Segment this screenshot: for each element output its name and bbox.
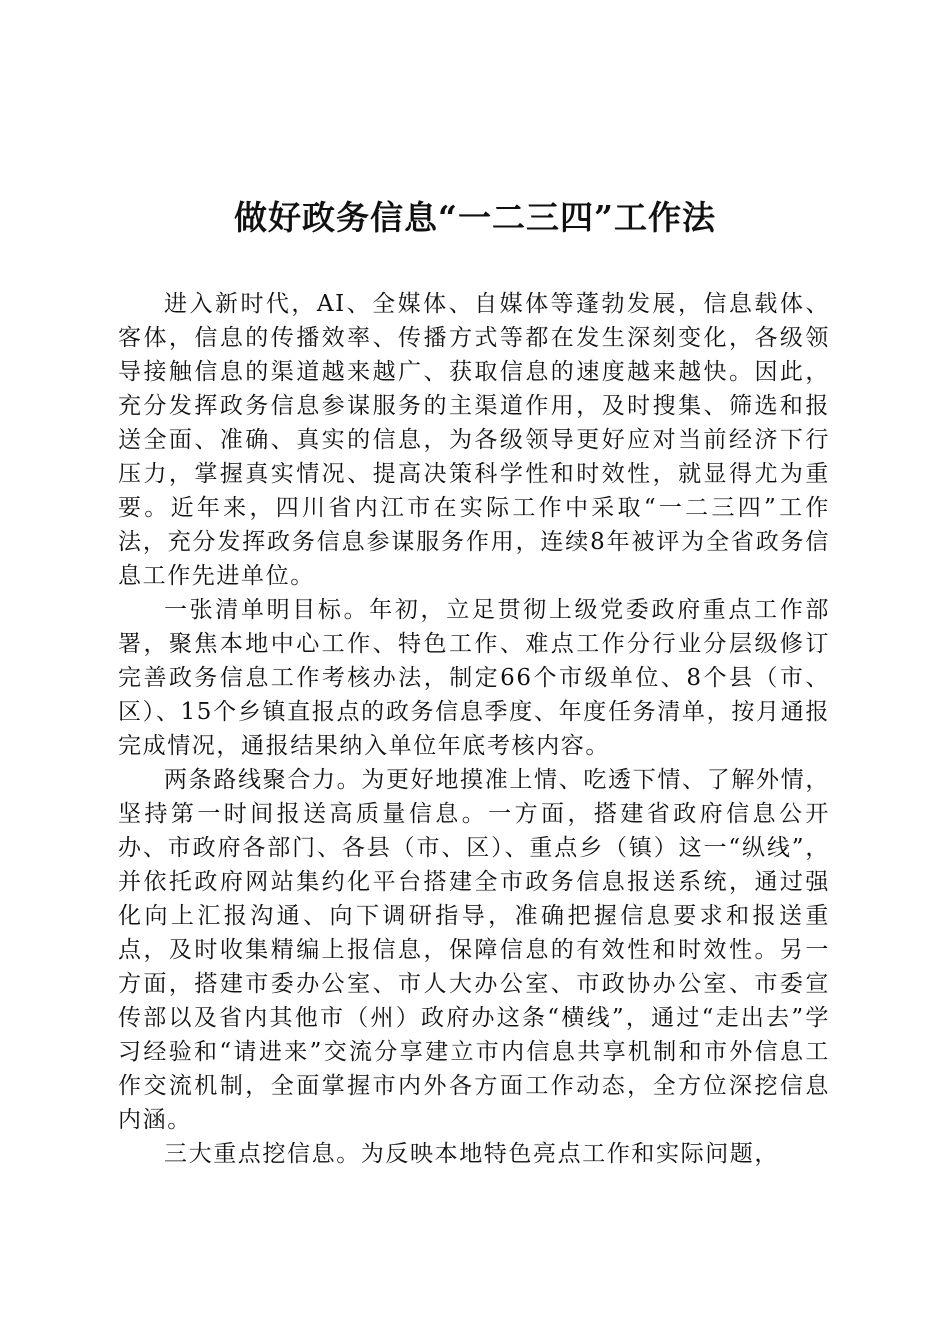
paragraph-intro: 进入新时代，AI、全媒体、自媒体等蓬勃发展，信息载体、客体，信息的传播效率、传播方式等都在发生深刻变化，各级领导接触信息的渠道越来越广、获取信息的速度越来越快。因此，充分发挥政务信息参谋服务的主渠道作用，及时搜集、筛选和报送全面、准确、真实的信息，为各级领导更好应对当前经济下行压力，掌握真实情况、提高决策科学性和时效性，就显得尤为重要。近年来，四川省内江市在实际工作中采取“一二三四”工作法，充分发挥政务信息参谋服务作用，连续8年被评为全省政务信息工作先进单位。 xyxy=(118,291,830,589)
paragraph-one-checklist: 一张清单明目标。年初，立足贯彻上级党委政府重点工作部署，聚焦本地中心工作、特色工作、难点工作分行业分层级修订完善政务信息工作考核办法，制定66个市级单位、8个县（市、区）、15个乡镇直报点的政务信息季度、年度任务清单，按月通报完成情况，通报结果纳入单位年底考核内容。 xyxy=(118,597,830,759)
document-body xyxy=(118,287,830,1171)
paragraph-two-routes: 两条路线聚合力。为更好地摸准上情、吃透下情、了解外情，坚持第一时间报送高质量信息。一方面，搭建省政府信息公开办、市政府各部门、各县（市、区）、重点乡（镇）这一“纵线”，并依托政府网站集约化平台搭建全市政务信息报送系统，通过强化向上汇报沟通、向下调研指导，准确把握信息要求和报送重点，及时收集精编上报信息，保障信息的有效性和时效性。另一方面，搭建市委办公室、市人大办公室、市政协办公室、市委宣传部以及省内其他市（州）政府办这条“横线”，通过“走出去”学习经验和“请进来”交流分享建立市内信息共享机制和市外信息工作交流机制，全面掌握市内外各方面工作动态，全方位深挖信息内涵。 xyxy=(118,767,830,1133)
document-title: 做好政务信息“一二三四”工作法 xyxy=(234,198,716,237)
paragraph-three-focuses: 三大重点挖信息。为反映本地特色亮点工作和实际问题， xyxy=(164,1141,779,1167)
